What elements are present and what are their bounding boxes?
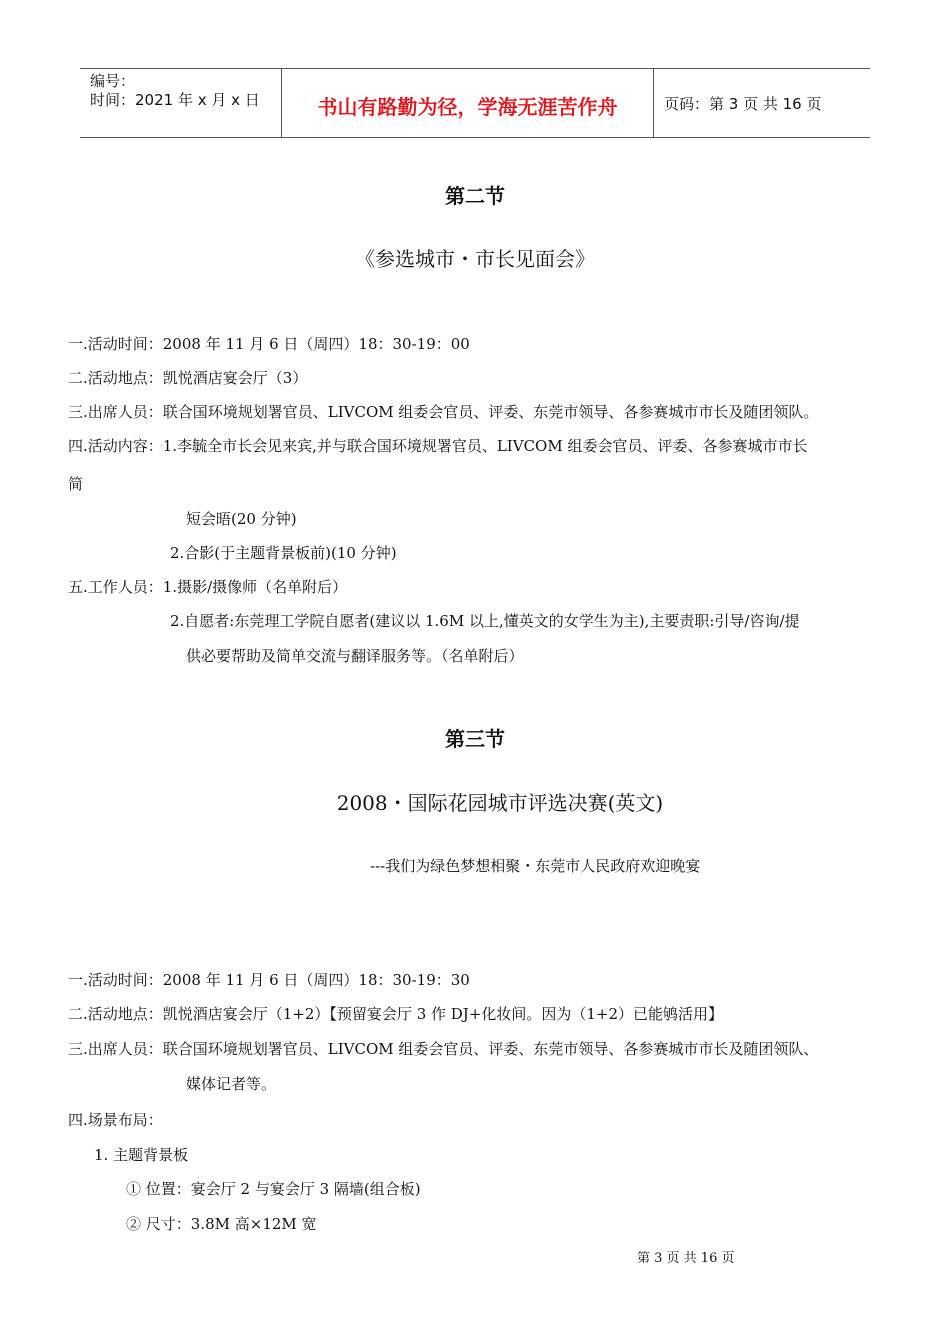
- s3-line-location: 二.活动地点：凯悦酒店宴会厅（1+2）【预留宴会厅 3 作 DJ+化妆间。因为（1+2）已能鸲活用】: [68, 1005, 724, 1023]
- s2-line-location: 二.活动地点：凯悦酒店宴会厅（3）: [68, 369, 308, 387]
- s3-line-time: 一.活动时间：2008 年 11 月 6 日（周四）18：30-19：30: [68, 971, 470, 989]
- s3-line-layout: 四.场景布局：: [68, 1111, 163, 1129]
- s2-line-photo: 2.合影(于主题背景板前)(10 分钟): [170, 544, 397, 562]
- section2-title: 《参选城市・市长见面会》: [355, 247, 595, 271]
- code-label: 编号：: [90, 72, 136, 90]
- s2-line-time: 一.活动时间：2008 年 11 月 6 日（周四）18：30-19：00: [68, 335, 470, 353]
- s2-line-content-cont: 短会晤(20 分钟): [186, 510, 297, 528]
- s2-line-content: 四.活动内容：1.李毓全市长会见来宾,并与联合国环境规署官员、LIVCOM 组委会官员、评委、各参赛城市市长: [68, 437, 808, 455]
- s3-line-backdrop: 1. 主题背景板: [94, 1146, 189, 1164]
- time-label: 时间：2021 年 x 月 x 日: [90, 91, 260, 109]
- s2-line-attendees: 三.出席人员：联合国环境规划署官员、LIVCOM 组委会官员、评委、东莞市领导、各参赛城市市长及随团领队。: [68, 403, 819, 421]
- s2-line-staff: 五.工作人员：1.摄影/摄像师（名单附后）: [68, 578, 348, 596]
- s3-line-attendees: 三.出席人员：联合国环境规划署官员、LIVCOM 组委会官员、评委、东莞市领导、各参赛城市市长及随团领队、: [68, 1040, 819, 1058]
- s2-line-content-wrap: 简: [68, 475, 84, 493]
- header-motto: 书山有路勤为径，学海无涯苦作舟: [282, 69, 654, 137]
- section3-title: 2008・国际花园城市评选决赛(英文): [336, 791, 664, 815]
- section3-heading: 第三节: [445, 727, 505, 751]
- s2-line-volunteers: 2.自愿者:东莞理工学院自愿者(建议以 1.6M 以上,懂英文的女学生为主),主要责职:引导/咨询/提: [170, 612, 800, 630]
- section2-heading: 第二节: [445, 184, 505, 208]
- s2-line-volunteers-cont: 供必要帮助及简单交流与翻译服务等。（名单附后）: [186, 647, 524, 665]
- page-header: [80, 68, 870, 138]
- page-footer: 第 3 页 共 16 页: [637, 1251, 735, 1266]
- header-meta: [80, 69, 282, 137]
- section3-subtitle: ---我们为绿色梦想相聚・东莞市人民政府欢迎晚宴: [370, 857, 701, 875]
- s3-line-attendees-cont: 媒体记者等。: [186, 1075, 277, 1093]
- header-page-info: 页码：第 3 页 共 16 页: [664, 94, 822, 113]
- s3-line-size: ② 尺寸：3.8M 高×12M 宽: [126, 1215, 317, 1233]
- s3-line-position: ① 位置：宴会厅 2 与宴会厅 3 隔墙(组合板): [126, 1180, 421, 1198]
